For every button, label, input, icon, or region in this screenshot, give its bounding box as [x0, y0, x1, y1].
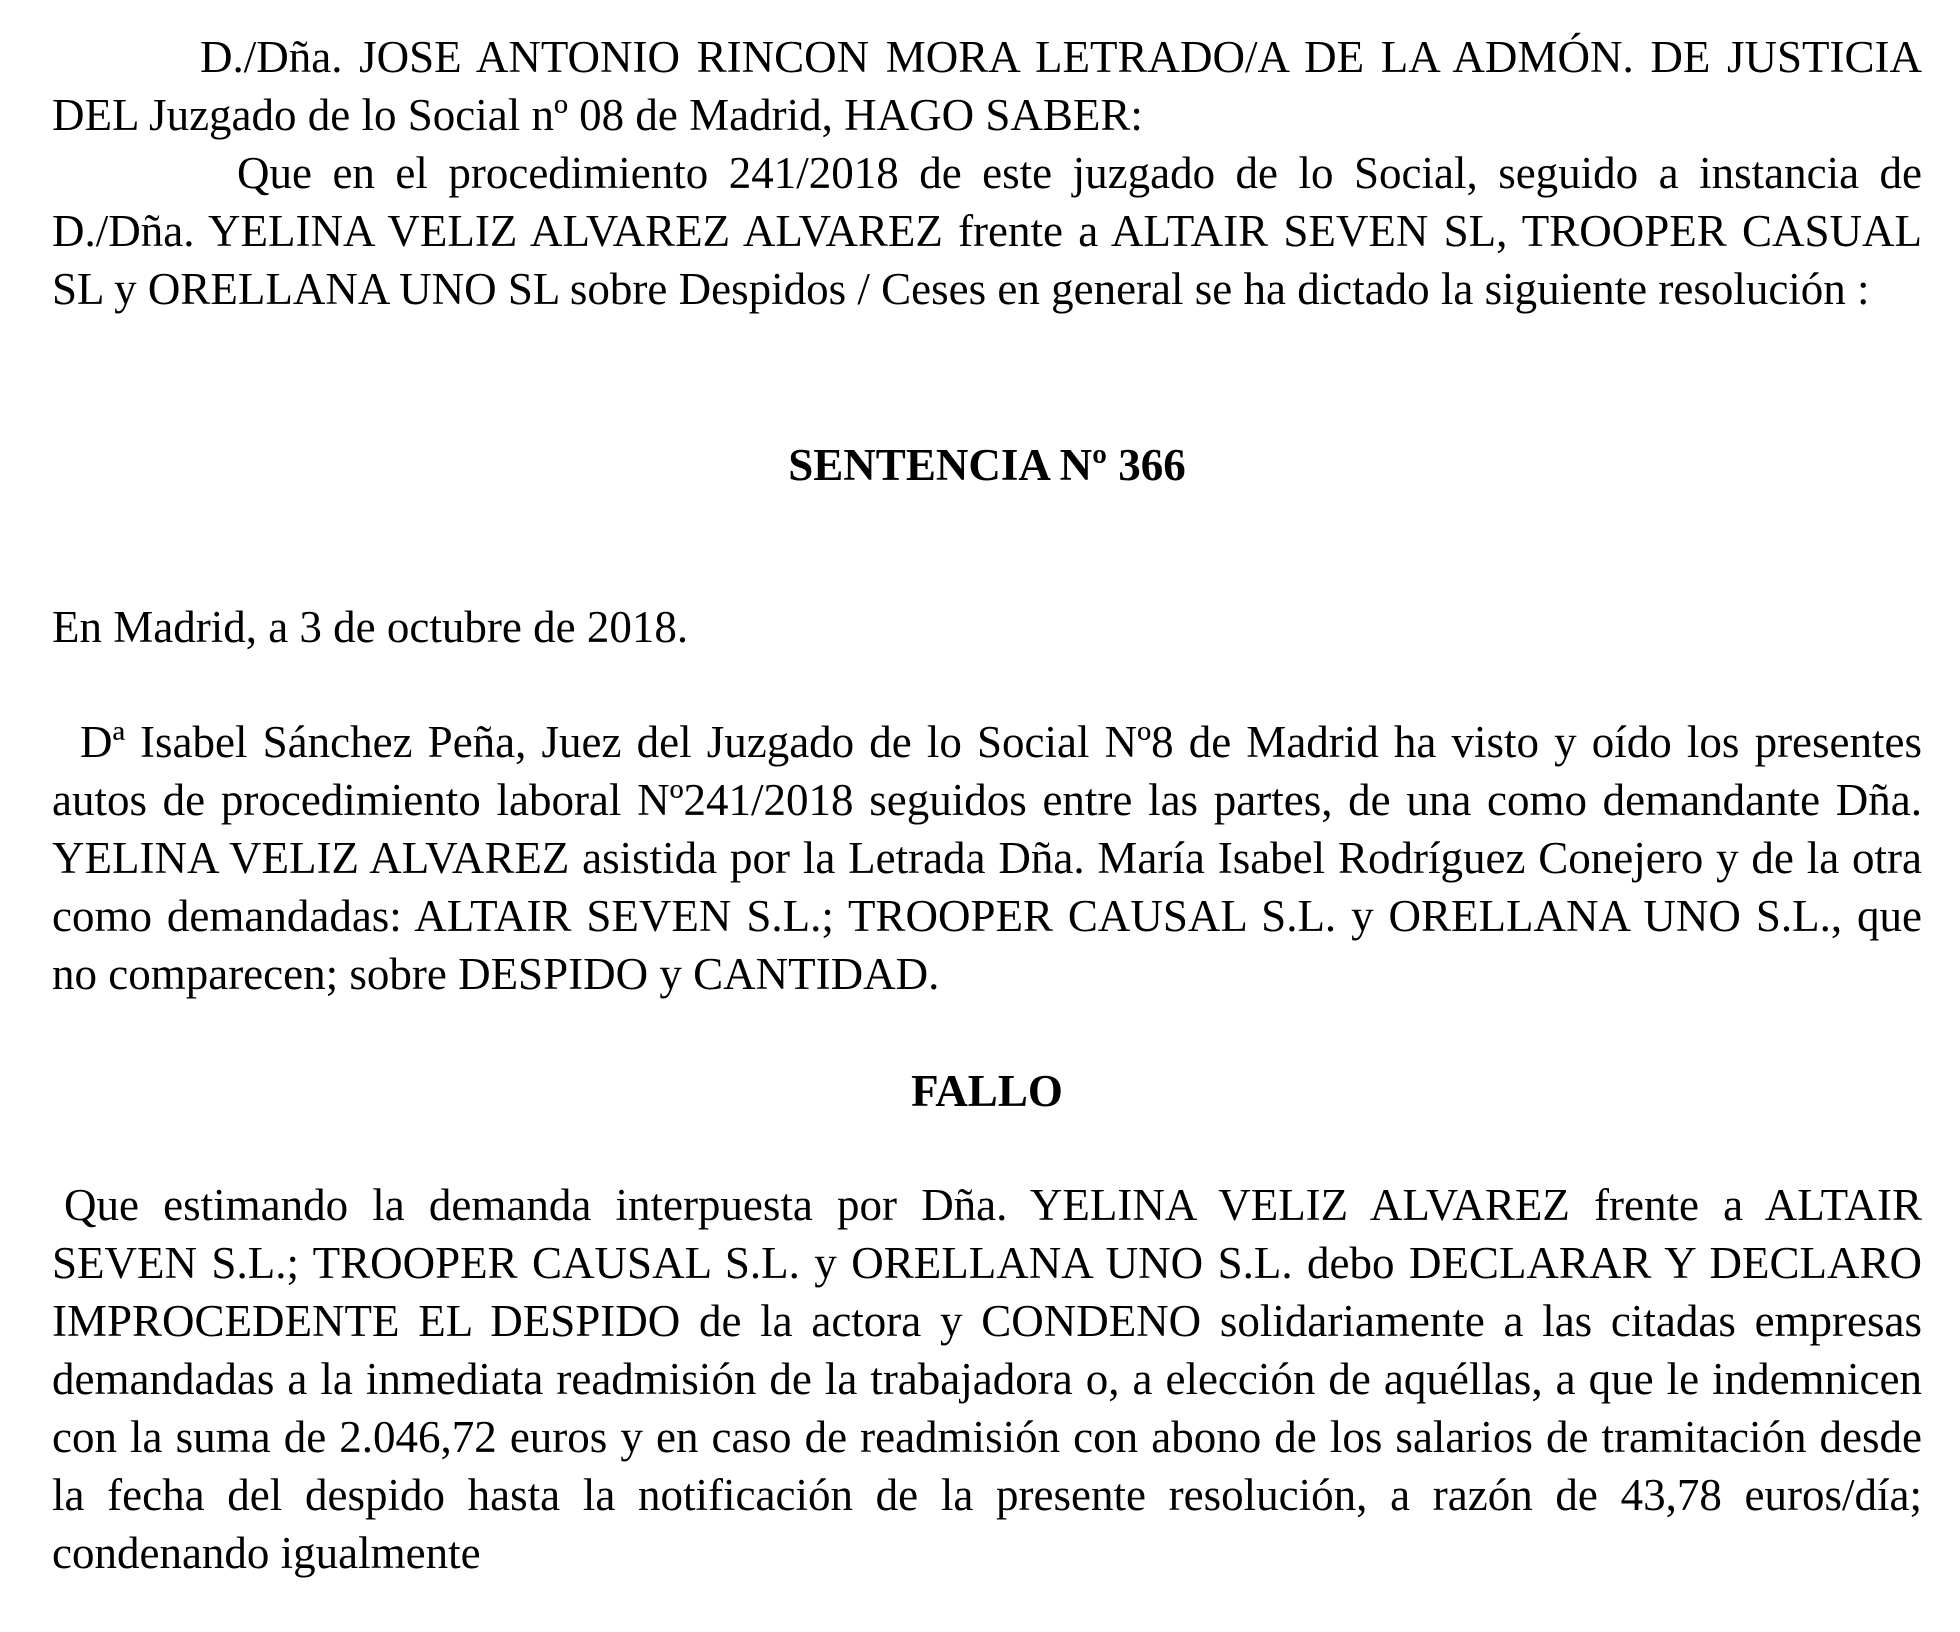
date-line: En Madrid, a 3 de octubre de 2018. — [52, 602, 689, 652]
judge-paragraph: Dª Isabel Sánchez Peña, Juez del Juzgado de lo Social Nº8 de Madrid ha visto y oído los presentes autos de procedimiento laboral Nº241/2018 seguidos entre las partes, de una como demandante Dña. YELINA VELIZ ALVAREZ asistida por la Letrada Dña. María Isabel Rodríguez Conejero y de la otra como demandadas: ALTAIR SEVEN S.L.; TROOPER CAUSAL S.L. y ORELLANA UNO S.L., que no comparecen; sobre DESPIDO y CANTIDAD. — [52, 717, 1922, 999]
intro-paragraph: D./Dña. JOSE ANTONIO RINCON MORA LETRADO/A DE LA ADMÓN. DE JUSTICIA DEL Juzgado de lo Social nº 08 de Madrid, HAGO SABER: — [52, 32, 1922, 140]
ruling-heading: FALLO — [911, 1066, 1063, 1116]
ruling-paragraph: Que estimando la demanda interpuesta por Dña. YELINA VELIZ ALVAREZ frente a ALTAIR SEVEN S.L.; TROOPER CAUSAL S.L. y ORELLANA UNO S.L. debo DECLARAR Y DECLARO IMPROCEDENTE EL DESPIDO de la actora y CONDENO solidariamente a las citadas empresas demandadas a la inmediata readmisión de la trabajadora o, a elección de aquéllas, a que le indemnicen con la suma de 2.046,72 euros y en caso de readmisión con abono de los salarios de tramitación desde la fecha del despido hasta la notificación de la presente resolución, a razón de 43,78 euros/día; condenando igualmente — [52, 1180, 1922, 1578]
procedure-paragraph: Que en el procedimiento 241/2018 de este juzgado de lo Social, seguido a instancia de D./Dña. YELINA VELIZ ALVAREZ ALVAREZ frente a ALTAIR SEVEN SL, TROOPER CASUAL SL y ORELLANA UNO SL sobre Despidos / Ceses en general se ha dictado la siguiente resolución : — [52, 148, 1922, 314]
sentence-heading: SENTENCIA Nº 366 — [788, 440, 1186, 490]
